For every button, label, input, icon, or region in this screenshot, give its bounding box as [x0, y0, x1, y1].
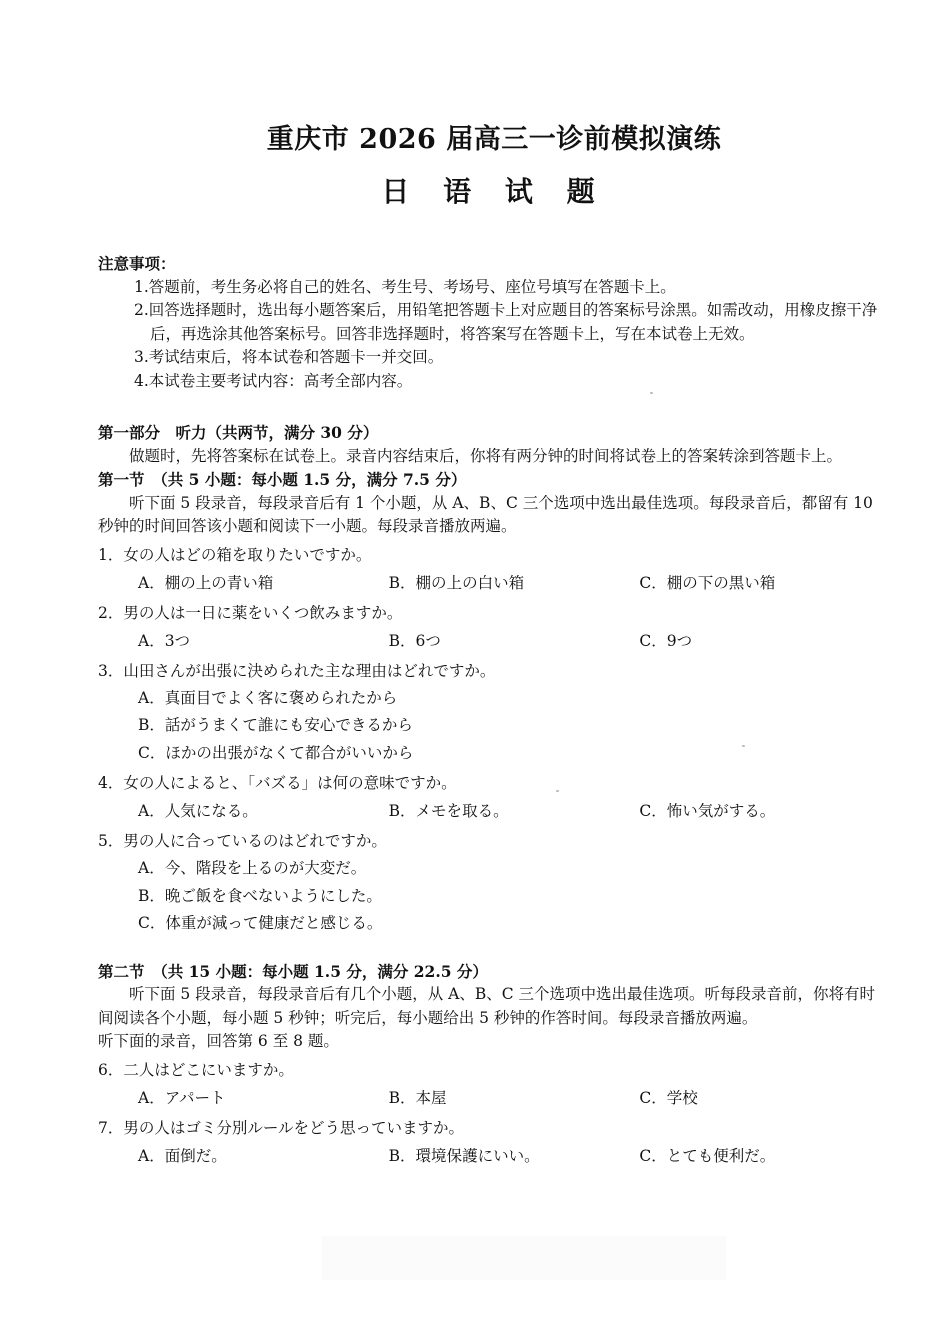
option-b: B．環境保護にいい。: [388, 1146, 540, 1165]
notice-item: 3.考试结束后，将本试卷和答题卡一并交回。: [134, 348, 444, 366]
option-a: A．人気になる。: [138, 802, 258, 820]
question-text: 6．二人はどこにいますか。: [98, 1060, 294, 1079]
notice-item: 4.本试卷主要考试内容：高考全部内容。: [134, 371, 413, 390]
scan-speck: [650, 392, 653, 394]
question-3: [98, 658, 890, 768]
section1-questions: [98, 542, 890, 938]
question-text: 4．女の人によると、「バズる」は何の意味ですか。: [98, 774, 457, 792]
option-a: A．棚の上の青い箱: [138, 573, 274, 592]
option-b: B．本屋: [388, 1088, 447, 1107]
question-1: [98, 542, 890, 597]
question-4: [98, 770, 890, 825]
option-a: A．今、階段を上るのが大変だ。: [138, 859, 367, 877]
question-2: [98, 600, 890, 655]
section1-heading: 第一节 （共 5 小题：每小题 1.5 分，满分 7.5 分）: [98, 470, 467, 489]
scan-speck: [556, 790, 559, 792]
question-text: 3．山田さんが出張に決められた主な理由はどれですか。: [98, 661, 496, 680]
exam-subject: 日 语 试 题: [381, 175, 607, 208]
question-text: 7．男の人はゴミ分別ルールをどう思っていますか。: [98, 1118, 465, 1137]
option-list: [98, 1142, 890, 1170]
exam-page: [98, 118, 890, 1170]
section2-heading: 第二节 （共 15 小题：每小题 1.5 分，满分 22.5 分）: [98, 961, 488, 981]
option-list: [98, 627, 890, 655]
question-text: 2．男の人は一日に薬をいくつ飲みますか。: [98, 603, 403, 622]
option-c: C．とても便利だ。: [639, 1146, 776, 1165]
option-a: A．真面目でよく客に褒められたから: [138, 688, 398, 707]
scan-speck: [742, 745, 745, 747]
question-text: 1．女の人はどの箱を取りたいですか。: [98, 545, 372, 564]
notice-block: [98, 252, 890, 393]
part1-block: [98, 421, 890, 539]
option-list: [98, 1084, 890, 1112]
option-c: C．棚の下の黒い箱: [639, 573, 776, 592]
notice-item: 1.答题前，考生务必将自己的姓名、考生号、考场号、座位号填写在答题卡上。: [134, 277, 676, 296]
option-list: [98, 855, 890, 938]
question-text: 5．男の人に合っているのはどれですか。: [98, 832, 387, 850]
option-list: [98, 685, 890, 768]
option-c: C．体重が減って健康だと感じる。: [138, 914, 383, 932]
option-list: [98, 569, 890, 597]
footer-blank-area: [322, 1236, 726, 1280]
option-b: B．話がうまくて誰にも安心できるから: [138, 716, 413, 734]
option-a: A．アパート: [138, 1088, 226, 1107]
option-c: C．怖い気がする。: [639, 802, 776, 820]
option-c: C．学校: [639, 1088, 698, 1107]
option-b: B．メモを取る。: [388, 802, 509, 820]
part1-heading: 第一部分 听力（共两节，满分 30 分）: [98, 423, 379, 442]
option-b: B．晩ご飯を食べないようにした。: [138, 886, 382, 905]
option-b: B．6つ: [388, 631, 441, 650]
section2-intro: 听下面 5 段录音，每段录音后有几个小题，从 A、B、C 三个选项中选出最佳选项。听每段录音前，你将有时间阅读各个小题，每小题 5 秒钟；听完后，每小题给出 5 秒钟的作答时间。每段录音播放两遍。: [98, 985, 876, 1027]
part1-intro: 做题时，先将答案标在试卷上。录音内容结束后，你将有两分钟的时间将试卷上的答案转涂到答题卡上。: [129, 446, 843, 465]
section1-intro: 听下面 5 段录音，每段录音后有 1 个小题，从 A、B、C 三个选项中选出最佳选项。每段录音后，都留有 10 秒钟的时间回答该小题和阅读下一小题。每段录音播放两遍。: [98, 493, 873, 535]
question-5: [98, 828, 890, 938]
option-a: A．3つ: [138, 631, 191, 650]
section2-block: [98, 960, 890, 1054]
option-c: C．ほかの出張がなくて都合がいいから: [138, 743, 414, 762]
notice-list: [98, 276, 890, 394]
option-list: [98, 797, 890, 825]
exam-title: 重庆市 2026 届高三一诊前模拟演练: [266, 124, 722, 155]
option-b: B．棚の上の白い箱: [388, 573, 525, 592]
option-c: C．9つ: [639, 631, 693, 650]
notice-item: 2.回答选择题时，选出每小题答案后，用铅笔把答题卡上对应题目的答案标号涂黑。如需改动，用橡皮擦干净后，再选涂其他答案标号。回答非选择题时，将答案写在答题卡上，写在本试卷上无效。: [134, 301, 878, 343]
option-a: A．面倒だ。: [138, 1146, 227, 1165]
notice-heading: 注意事项：: [98, 254, 176, 273]
question-6: [98, 1057, 890, 1112]
section2-instruction: 听下面的录音，回答第 6 至 8 题。: [98, 1032, 339, 1050]
question-7: [98, 1115, 890, 1170]
section2-questions: [98, 1057, 890, 1170]
